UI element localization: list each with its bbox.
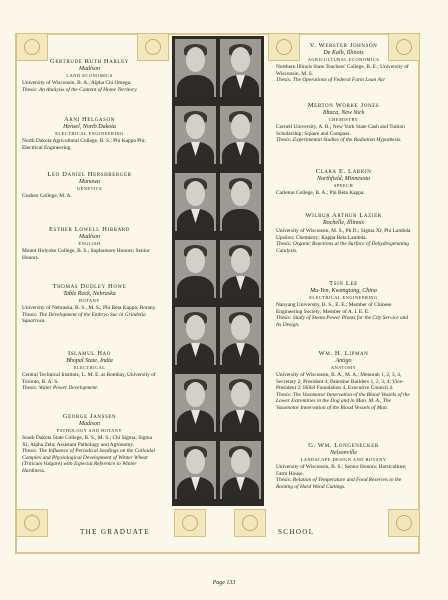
entry-bio: South Dakota State College, B. S., M. S.; Chi Sigma; Sigma Xi; Alpha Zeta; Assistant Pathology and Agronomy.	[22, 435, 152, 448]
portrait-face	[231, 449, 250, 474]
ornament-bottom-center-2	[234, 509, 266, 537]
entry-name: Esther Lowell Hibbard	[49, 226, 130, 233]
entry-place: Antigo	[335, 358, 352, 364]
entry-dept: ELECTRICAL	[73, 365, 106, 370]
entry-dept: AGRICULTURAL ECONOMICS	[307, 57, 380, 62]
entry-left-0	[22, 58, 157, 93]
entry-dept: GENETICS	[76, 186, 103, 191]
ornament-medallion	[396, 515, 412, 531]
portrait-photo	[175, 240, 216, 298]
entry-name: Thomas Dudley Howe	[52, 283, 127, 290]
entry-dept: BOTANY	[79, 298, 100, 303]
entry-dept: ELECTRICAL ENGINEERING	[55, 131, 124, 136]
entry-left-2	[22, 171, 157, 200]
ornament-top-left	[16, 33, 48, 61]
entry-name: Wm. H. Lipman	[318, 350, 369, 357]
ornament-medallion	[24, 515, 40, 531]
portrait-photo	[220, 374, 261, 432]
entry-place: Ithaca, New York	[322, 110, 365, 116]
entry-right-1	[276, 102, 411, 144]
entry-thesis: Thesis: An Analysis of the Content of Home Territory.	[22, 86, 138, 93]
entry-bio: Cornell University, A. B.; New York State Cash and Tuition Scholarship; Square and Compass.	[276, 124, 405, 137]
entry-name: Merton Worke Jones	[307, 102, 380, 109]
portrait-body	[177, 75, 214, 97]
portrait-body	[177, 276, 214, 298]
entry-name: Gertrude Ruth Harley	[50, 58, 129, 65]
entry-left-1	[22, 116, 157, 151]
entry-dept: LAND ECONOMICS	[66, 73, 113, 78]
page-number: Page 133	[212, 580, 236, 586]
entry-name: Islamul Hao	[68, 350, 111, 357]
entry-left-3	[22, 226, 157, 261]
portrait-face	[231, 47, 250, 72]
portrait-photo	[175, 307, 216, 365]
ornament-medallion	[182, 515, 198, 531]
entry-bio: Central Technical Institute, L. M. E. at Bombay, University of Toronto, B. A. S.	[22, 372, 156, 385]
entry-name: Arni Helgason	[64, 116, 115, 123]
portrait-photo	[220, 307, 261, 365]
portrait-photo	[175, 441, 216, 499]
footer-title-right: SCHOOL	[278, 528, 315, 536]
portrait-face	[186, 449, 205, 474]
entry-dept: CHEMISTRY	[328, 117, 359, 122]
portrait-photo	[175, 39, 216, 97]
footer-title-left: THE GRADUATE	[80, 528, 150, 536]
portrait-body	[222, 209, 259, 231]
portrait-photo	[175, 106, 216, 164]
entry-name: Tsin Lee	[329, 280, 358, 287]
portrait-face	[186, 47, 205, 72]
entry-thesis: Thesis: The Development of the Embryo Sac in Grindelia Squarrosa.	[22, 311, 146, 325]
entry-bio: University of Wisconsin, B. A.; Alpha Chi Omega.	[22, 80, 132, 86]
entry-thesis: Thesis: Study of Steam Power Plants for the City Service and Its Design.	[276, 315, 409, 328]
entry-right-2	[276, 168, 411, 197]
entry-place: Mu-Yen, Kwangtung, China	[310, 288, 377, 294]
entry-name: Wilbur Arthur Lazier	[305, 212, 382, 219]
ornament-top-left-inner	[137, 33, 169, 61]
portrait-photo	[220, 441, 261, 499]
entry-thesis: Thesis: The Influence of Periodical Seedings on the Colloidal Complex and Physiological Development of Winter Wheat (Triticum Vulgare) with Especial Reference to Winter Hardiness.	[22, 448, 155, 474]
portrait-photo	[220, 240, 261, 298]
entry-thesis: Thesis: Experimental Studies of the Radiation Hypothesis.	[276, 137, 402, 144]
entry-name: G. Wm. Longenecker	[308, 442, 379, 449]
entry-bio: University of Wisconsin, M. S., Ph D.; Sigma Xi; Phi Lambda Upsilon; Chemistry; Kappa Beta Lambda.	[276, 228, 411, 241]
entry-thesis: Thesis: Relation of Temperature and Food Reserves to the Rooting of Hard Wood Cuttings.	[276, 477, 402, 490]
entry-place: Northfield, Minnesota	[317, 176, 370, 182]
ornament-medallion	[242, 515, 258, 531]
entry-bio: Carleton College, B. A.; Phi Beta Kappa.	[276, 190, 365, 196]
portrait-photo	[175, 173, 216, 231]
portrait-face	[186, 315, 205, 340]
entry-dept: PATHOLOGY AND BOTANY	[56, 428, 123, 433]
portrait-photo	[175, 374, 216, 432]
entry-dept: ANATOMY	[330, 365, 357, 370]
portrait-photo	[220, 106, 261, 164]
entry-thesis: Thesis: The Vasomotor Innervation of the Blood Vessels of the Lower Extremities in the Dog and in Man. M. A., The Vasomotor Innervation of the Blood Vessels of Man.	[276, 391, 410, 411]
entry-right-0	[276, 42, 411, 84]
ornament-bottom-center	[174, 509, 206, 537]
entry-place: Madison	[79, 234, 100, 240]
entry-bio: University of Nebraska, B. S., M. S.; Phi Beta Kappa; Botany.	[22, 305, 157, 311]
entry-name: George Janssen	[62, 413, 117, 420]
portrait-face	[231, 315, 250, 340]
entry-place: Manawa	[79, 179, 100, 185]
portrait-face	[186, 114, 205, 139]
entry-right-4	[276, 280, 411, 328]
portrait-face	[186, 181, 205, 206]
entry-place: Madison	[79, 421, 100, 427]
ornament-bottom-left	[16, 509, 48, 537]
entry-right-3	[276, 212, 411, 254]
entry-bio: Mount Holyoke College, B. S.; Sophomore Honors; Senior Honors.	[22, 248, 150, 261]
portrait-face	[231, 382, 250, 407]
portrait-face	[231, 181, 250, 206]
entry-bio: Northern Illinois State Teachers' College, B. E.; University of Wisconsin, M. S.	[276, 64, 409, 77]
portrait-strip	[172, 36, 264, 506]
entry-dept: SPEECH	[333, 183, 354, 188]
ornament-medallion	[24, 39, 40, 55]
entry-bio: Goshen College, M. A.	[22, 193, 72, 199]
entry-name: Clara E. Larkin	[315, 168, 372, 175]
entry-place: Nelsonville	[330, 450, 357, 456]
entry-dept: ENGLISH	[78, 241, 101, 246]
entry-place: De Kalb, Illinois	[323, 50, 364, 56]
entry-right-6	[276, 442, 411, 490]
entry-place: Hensel, North Dakota	[63, 124, 116, 130]
entry-place: Bhopal State, India	[66, 358, 113, 364]
portrait-photo	[220, 173, 261, 231]
entry-place: Table Rock, Nebraska	[63, 291, 116, 297]
portrait-photo	[220, 39, 261, 97]
entry-bio: University of Wisconsin, B. S.; Senior Honors; Horticulture; Farm House.	[276, 464, 407, 477]
entry-place: Rochelle, Illinois	[323, 220, 364, 226]
entry-left-4	[22, 283, 157, 325]
ornament-bottom-right	[388, 509, 420, 537]
entry-bio: University of Wisconsin, B. A., M. A.; Menorah 1, 2, 3, 4, Secretary 2, President 4; Palestine Builders 1, 2, 3, 4; Vice-President 2; Hillel Foundation 4, Executive Council 4.	[276, 372, 404, 392]
entry-bio: North Dakota Agricultural College, B. S.; Phi Kappa Phi; Electrical Engineering.	[22, 138, 146, 151]
ornament-medallion	[145, 39, 161, 55]
entry-thesis: Thesis: The Operations of Federal Farm Loan Act	[276, 77, 385, 84]
entry-thesis: Thesis: Water Power Development.	[22, 385, 99, 392]
entry-bio: Nanyang University, B. S., E. E.; Member of Chinese Engineering Society; Member of A. I. E. E.	[276, 302, 392, 315]
entry-left-6	[22, 413, 157, 475]
entry-place: Madison	[79, 66, 100, 72]
entry-dept: ELECTRICAL ENGINEERING	[309, 295, 378, 300]
entry-thesis: Thesis: Organic Reactions at the Surface of Dehydrogenating Catalysts.	[276, 241, 409, 254]
portrait-face	[186, 248, 205, 273]
portrait-face	[186, 382, 205, 407]
portrait-face	[231, 248, 250, 273]
entry-dept: LANDSCAPE DESIGN AND BOTANY	[300, 457, 387, 462]
entry-left-5	[22, 350, 157, 392]
entry-right-5	[276, 350, 411, 412]
entry-name: Leo Daniel Hershberger	[47, 171, 132, 178]
entry-name: V. Webster Johnson	[309, 42, 378, 49]
portrait-face	[231, 114, 250, 139]
